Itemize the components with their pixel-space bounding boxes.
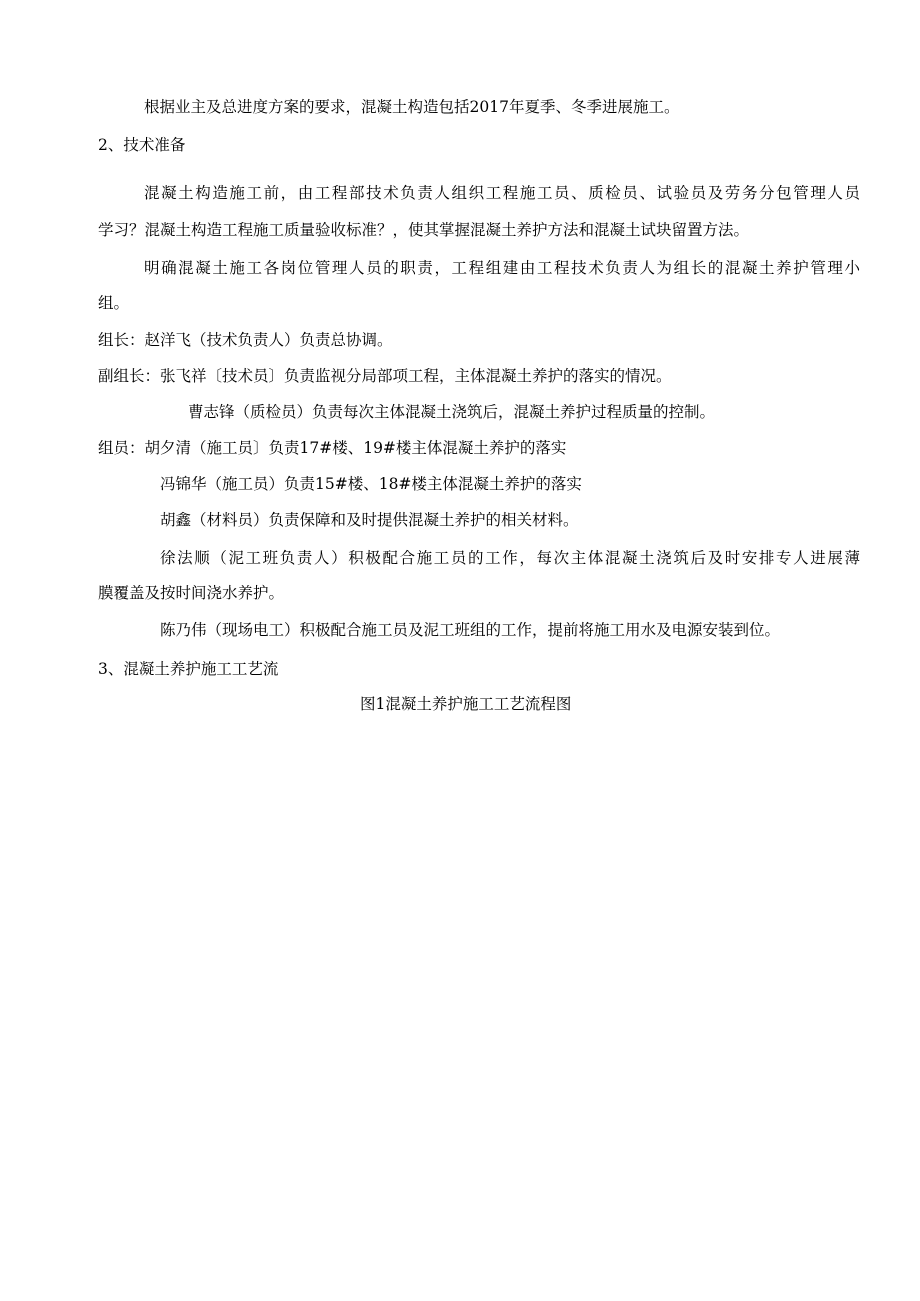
paragraph-schedule: 根据业主及总进度方案的要求，混凝土构造包括2017年夏季、冬季进展施工。 — [144, 98, 680, 116]
team-member-1: 组员：胡夕清（施工员〕负责17#楼、19#楼主体混凝土养护的落实 — [98, 439, 567, 457]
paragraph-technical-1-line-2: 学习？混凝土构造工程施工质量验收标准？，使其掌握混凝土养护方法和混凝土试块留置方法。 — [98, 221, 750, 239]
team-member-5: 陈乃伟（现场电工）积极配合施工员及泥工班组的工作，提前将施工用水及电源安装到位。 — [160, 621, 781, 639]
section-heading-technical-preparation: 2、技术准备 — [98, 136, 186, 154]
team-member-4-line-1: 徐法顺（泥工班负责人）积极配合施工员的工作，每次主体混凝土浇筑后及时安排专人进展薄 — [160, 549, 860, 567]
team-member-3: 胡鑫（材料员）负责保障和及时提供混凝土养护的相关材料。 — [160, 511, 579, 529]
team-member-2: 冯锦华（施工员）负责15#楼、18#楼主体混凝土养护的落实 — [160, 475, 582, 493]
figure-caption: 图1混凝土养护施工工艺流程图 — [360, 695, 572, 713]
paragraph-technical-2-line-2: 组。 — [98, 294, 130, 312]
vice-leader-1: 副组长：张飞祥〔技术员〕负责监视分局部项工程，主体混凝土养护的落实的情况。 — [98, 367, 672, 385]
team-leader: 组长：赵洋飞（技术负责人）负责总协调。 — [98, 331, 393, 349]
team-member-4-line-2: 膜覆盖及按时间浇水养护。 — [98, 584, 285, 602]
vice-leader-2: 曹志锋（质检员）负责每次主体混凝土浇筑后，混凝土养护过程质量的控制。 — [188, 403, 716, 421]
paragraph-technical-1-line-1: 混凝土构造施工前，由工程部技术负责人组织工程施工员、质检员、试验员及劳务分包管理人员 — [144, 184, 860, 202]
section-heading-process-flow: 3、混凝土养护施工工艺流 — [98, 660, 279, 678]
paragraph-technical-2-line-1: 明确混凝土施工各岗位管理人员的职责，工程组建由工程技术负责人为组长的混凝土养护管理小 — [144, 259, 860, 277]
